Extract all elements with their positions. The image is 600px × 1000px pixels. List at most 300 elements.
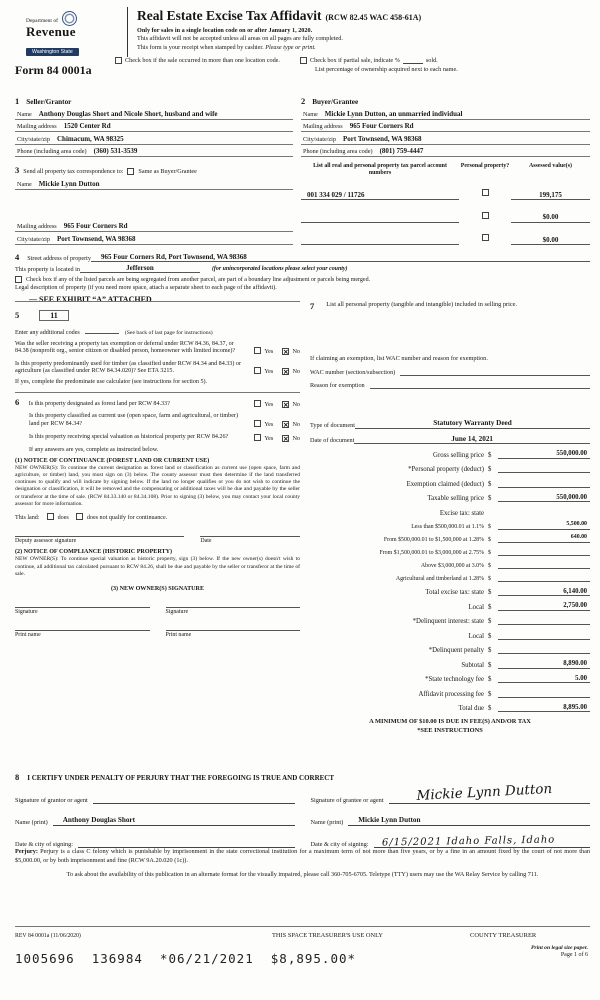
s5q2-answers <box>247 367 300 376</box>
city-label: City/state/zip <box>303 135 336 143</box>
dollar-sign: $ <box>488 632 492 640</box>
tax-line-agricultural <box>310 573 590 582</box>
buyer-grantee-block <box>301 95 590 157</box>
delinquent-interest-local-input[interactable] <box>498 631 590 640</box>
tax-line-label: From $500,000.01 to $1,500,000 at 1.28% <box>383 536 484 543</box>
dollar-sign: $ <box>488 549 491 556</box>
print-legal-note: Print on legal size paper. <box>530 945 588 951</box>
grantor-date-city-line[interactable] <box>78 838 294 848</box>
date-city-label: Date & city of signing: <box>15 841 74 848</box>
segregated-row <box>15 276 590 283</box>
revenue-wordmark: Revenue <box>26 24 76 39</box>
excise-blank <box>498 508 590 517</box>
dollar-sign: $ <box>488 536 491 543</box>
seller-mailing-row <box>15 120 293 133</box>
does-not-checkbox[interactable] <box>76 513 83 520</box>
tax-line-tier1 <box>310 521 590 530</box>
tax-line-label: Gross selling price <box>433 451 484 459</box>
footer-row <box>15 932 590 939</box>
yes-label: Yes <box>264 421 274 428</box>
wac-number-row <box>310 366 590 376</box>
tax-line-processing-fee <box>310 689 590 698</box>
section2-title: Buyer/Grantee <box>312 98 359 106</box>
tax-line-subtotal <box>310 660 590 669</box>
tax-line-label: Total due <box>458 705 484 712</box>
excise-tax-state-label: Excise tax: state <box>439 509 484 517</box>
assessed-value-input-1[interactable]: 199,175 <box>511 191 590 201</box>
no-label: No <box>292 348 300 356</box>
compliance-notice-title: (2) NOTICE OF COMPLIANCE (HISTORIC PROPERTY) <box>15 549 173 556</box>
located-in-row <box>15 264 590 273</box>
dollar-sign: $ <box>488 466 492 473</box>
tier4-tax-input[interactable] <box>498 560 590 569</box>
tier1-tax-input[interactable]: 5,500.00 <box>498 521 590 530</box>
deputy-date-line[interactable] <box>200 536 300 544</box>
seller-name-row <box>15 107 293 120</box>
parcel-table-header <box>301 163 590 178</box>
agricultural-tax-input[interactable] <box>498 573 590 582</box>
grantee-signature-row <box>310 780 591 804</box>
grantor-signature-label: Signature of grantor or agent <box>15 797 88 804</box>
s6q1-text: Is this property designated as forest land per RCW 84.33? <box>28 401 170 408</box>
correspondence-parcels-section <box>15 163 590 245</box>
no-label: No <box>292 400 300 408</box>
deputy-assessor-signature-line[interactable] <box>15 536 184 544</box>
tier3-tax-input[interactable] <box>498 547 590 556</box>
tax-line-label: Agricultural and timberland at 1.28% <box>395 575 484 582</box>
treasurer-receipt-stamp: 1005696 136984 *06/21/2021 $8,895.00* <box>15 951 357 966</box>
section7-number: 7 <box>310 301 315 311</box>
partial-sale-label: Check box if partial sale, indicate % <box>309 57 400 64</box>
tax-line-personal-deduct <box>310 465 590 474</box>
tax-line-label: Less than $500,000.01 at 1.1% <box>411 523 484 530</box>
buyer-mailing-input[interactable]: 965 Four Corners Rd <box>349 122 414 130</box>
new-owner-signature-title: (3) NEW OWNER(S) SIGNATURE <box>110 586 205 593</box>
section1-title: Seller/Grantor <box>26 98 72 106</box>
street-address-label: Street address of property <box>27 254 91 262</box>
tax-line-label: Subtotal <box>461 661 484 669</box>
personal-property-intro: List all personal property (tangible and intangible) included in selling price. <box>326 301 518 308</box>
grantee-date-city-handwriting: 6/15/2021 Idaho Falls, Idaho <box>381 834 555 849</box>
multi-location-checkbox[interactable] <box>115 57 122 64</box>
name-label: Name <box>17 180 32 188</box>
name-label: Name <box>303 110 318 118</box>
tier2-tax-input[interactable]: 640.00 <box>498 534 590 543</box>
header-note-2: This affidavit will not be accepted unless all areas on all pages are fully completed. <box>137 35 343 42</box>
dollar-sign: $ <box>488 523 491 530</box>
name-print-label: Name (print) <box>310 819 344 826</box>
yes-label: Yes <box>264 434 274 442</box>
no-label: No <box>292 368 300 376</box>
grantor-date-city-row <box>15 838 295 848</box>
grantee-signing-block <box>311 782 591 848</box>
s6q3-text: Is this property receiving special valuation as historical property per RCW 84.26? <box>29 433 229 440</box>
grantee-signature-handwriting: Mickie Lynn Dutton <box>415 780 553 804</box>
s6q1-no-checkbox[interactable]: × <box>282 400 289 409</box>
new-owner-signature-line-1[interactable] <box>15 607 150 615</box>
department-of-label: Department of <box>26 18 58 24</box>
ownership-percentage-note: List percentage of ownership acquired next to each name. <box>315 66 458 73</box>
new-owner-printname-line-1[interactable] <box>15 630 150 638</box>
header-divider <box>127 7 128 57</box>
continuance-notice-title: (1) NOTICE OF CONTINUANCE (FOREST LAND OR CURRENT USE) <box>15 457 210 464</box>
section8-number: 8 <box>15 772 20 782</box>
top-checkbox-area <box>115 57 458 78</box>
document-date-label: Date of document <box>310 437 355 444</box>
tax-line-label: From $1,500,000.01 to $3,000,000 at 2.75% <box>379 549 484 556</box>
seller-mailing-input[interactable]: 1520 Center Rd <box>63 122 111 130</box>
minimum-due-note: A MINIMUM OF $10.00 IS DUE IN FEE(S) AND/OR TAX <box>369 718 531 725</box>
technology-fee-input[interactable]: 5.00 <box>498 675 590 684</box>
footer-section <box>15 926 590 966</box>
print-name-label: Print name <box>165 632 192 639</box>
s6q1-yes-checkbox[interactable] <box>254 400 261 407</box>
dollar-sign: $ <box>488 603 492 611</box>
additional-codes-label: Enter any additional codes <box>15 330 80 336</box>
deputy-assessor-label: Deputy assessor signature <box>15 538 77 545</box>
new-owner-printname-line-2[interactable] <box>166 630 301 638</box>
street-address-row <box>15 252 590 262</box>
parcel-checkbox-cell <box>459 227 511 245</box>
property-location-section <box>15 249 590 304</box>
delinquent-penalty-input[interactable] <box>498 646 590 655</box>
street-address-input[interactable]: 965 Four Corners Rd, Port Townsend, WA 98368 <box>91 253 590 262</box>
assessed-value-column-header: Assessed value(s) <box>528 163 573 169</box>
s6q2-no-checkbox[interactable]: × <box>282 421 289 429</box>
correspondence-name-input[interactable]: Mickie Lynn Dutton <box>38 179 100 188</box>
header-note-3-italic: Please type or print. <box>265 43 316 51</box>
tax-line-local <box>310 602 590 611</box>
dollar-sign: $ <box>488 589 492 596</box>
s5q1-yes-checkbox[interactable] <box>254 347 261 354</box>
dollar-sign: $ <box>488 690 492 698</box>
footer-right-notes <box>531 945 588 958</box>
s5-question-2 <box>15 361 300 377</box>
seller-grantor-block <box>15 95 293 157</box>
parcel-number-column-header: List all real and personal property tax parcel account numbers <box>313 163 447 177</box>
signing-blocks <box>15 782 590 848</box>
form-number-row <box>15 57 590 78</box>
s5-question-1 <box>15 341 300 357</box>
buyer-phone-row <box>301 145 590 158</box>
land-label: This land: <box>15 515 40 522</box>
s5q2-no-checkbox[interactable]: × <box>282 368 289 377</box>
signature-label: Signature <box>165 609 189 616</box>
does-not-label: does not qualify for continuance. <box>86 515 168 522</box>
perjury-text: Perjury is a class C felony which is punishable by imprisonment in the state correctional institution for a maximum term of not more than five years, or by a fine in an amount fixed by the court of not more than $5,000.00, or by both imprisonment and fine (RCW 9A.20.020 (1c)). <box>15 848 591 864</box>
see-instructions-note: *SEE INSTRUCTIONS <box>417 727 483 734</box>
certify-header <box>15 772 590 782</box>
local-tax-input[interactable]: 2,750.00 <box>498 602 590 611</box>
perjury-section <box>15 848 590 879</box>
buyer-name-input[interactable]: Mickie Lynn Dutton, an unmarried individual <box>324 109 463 118</box>
section7-header <box>310 301 590 311</box>
buyer-city-input[interactable]: Port Townsend, WA 98368 <box>343 134 422 143</box>
parcel-table <box>301 163 590 245</box>
treasurer-use-only-label: THIS SPACE TREASURER'S USE ONLY <box>272 932 383 939</box>
seller-phone-input[interactable]: (360) 531-3539 <box>93 147 138 155</box>
parcel-row <box>301 182 590 200</box>
s6-if-yes-note: If any answers are yes, complete as instructed below. <box>29 446 159 453</box>
grantee-signature-label: Signature of grantee or agent <box>310 797 384 804</box>
county-treasurer-label: COUNTY TREASURER <box>470 932 537 939</box>
segregated-label: Check box if any of the listed parcels are being segregated from another parcel, are part of a boundary line adjustment or parcels being merged. <box>26 276 371 283</box>
grantee-name-print-input[interactable]: Mickie Lynn Dutton <box>348 816 590 826</box>
s6-question-1 <box>15 397 300 409</box>
assessed-value-input-2[interactable]: $0.00 <box>511 213 590 223</box>
s5q2-yes-checkbox[interactable] <box>254 367 261 374</box>
section-7-column <box>310 301 590 734</box>
correspondence-mailing-input[interactable]: 965 Four Corners Rd <box>63 222 128 230</box>
section2-header <box>301 95 590 107</box>
section3-number: 3 <box>15 165 20 175</box>
new-owner-signature-row <box>15 607 300 615</box>
parcel-number-input-3[interactable] <box>301 236 459 246</box>
no-label: No <box>292 421 300 428</box>
tax-line-delinquent-local <box>310 631 590 640</box>
grantee-name-row <box>311 816 591 826</box>
tax-line-tier4 <box>310 560 590 569</box>
tax-line-tech-fee <box>310 675 590 684</box>
does-checkbox[interactable] <box>47 513 54 520</box>
tax-line-label: *State technology fee <box>425 676 484 683</box>
name-label: Name <box>17 110 32 118</box>
grantor-name-print-input[interactable]: Anthony Douglas Short <box>53 816 295 826</box>
grantor-name-row <box>15 816 295 826</box>
tax-line-taxable <box>310 494 590 503</box>
personal-property-deduct-input[interactable] <box>498 465 590 474</box>
perjury-paragraph <box>15 848 590 866</box>
correspondence-city-row <box>15 232 293 245</box>
s6-question-2 <box>15 413 300 429</box>
tax-line-delinquent-penalty <box>310 646 590 655</box>
dollar-sign: $ <box>488 618 492 625</box>
print-name-label: Print name <box>15 632 41 639</box>
section6-number: 6 <box>15 397 20 408</box>
document-date-row <box>310 435 590 445</box>
tax-line-label: *Delinquent penalty <box>428 647 484 654</box>
perjury-label: Perjury: <box>15 848 38 855</box>
delinquent-interest-state-input[interactable] <box>498 617 590 626</box>
page-indicator: Page 1 of 6 <box>560 952 588 958</box>
s6q1-wrap <box>15 397 247 409</box>
dollar-sign: $ <box>488 647 492 654</box>
legal-description-label: Legal description of property (if you need more space, attach a separate sheet to each page of the affidavit). <box>15 285 277 291</box>
s6q3-yes-checkbox[interactable] <box>254 434 261 441</box>
section5-number: 5 <box>15 310 20 320</box>
section3-label: Send all property tax correspondence to: <box>23 168 124 175</box>
section1-header <box>15 95 293 107</box>
tax-line-label: Local <box>468 603 484 611</box>
tax-line-exemption-deduct <box>310 479 590 488</box>
total-due-input[interactable]: 8,895.00 <box>498 704 590 713</box>
gross-selling-price-input[interactable]: 550,000.00 <box>498 450 590 459</box>
document-type-label: Type of document <box>310 421 355 429</box>
dollar-sign: $ <box>488 705 492 712</box>
additional-codes-row <box>15 326 300 336</box>
tax-line-label: Affidavit processing fee <box>418 690 484 698</box>
buyer-phone-input[interactable]: (801) 759-4447 <box>379 147 424 155</box>
new-owner-signature-line-2[interactable] <box>166 607 301 615</box>
phone-label: Phone (including area code) <box>303 148 373 155</box>
parcel-number-input-2[interactable] <box>301 213 459 223</box>
header-note-3 <box>137 44 421 51</box>
personal-property-checkbox-1[interactable] <box>482 189 489 196</box>
s5q2-text: Is this property predominantly used for timber (as classified under RCW 84.34 and 84.33) or agriculture (as classified under RCW 84.34.020)? See ETA 3215. <box>15 360 241 375</box>
grantee-date-city-line[interactable] <box>374 834 590 849</box>
segregated-checkbox[interactable] <box>15 276 22 283</box>
exemption-claimed-input[interactable] <box>498 479 590 488</box>
tax-line-delinquent-interest <box>310 617 590 626</box>
additional-codes-input[interactable] <box>85 326 119 334</box>
section3-header <box>15 163 293 177</box>
exemption-reason-input[interactable] <box>370 380 590 390</box>
document-type-input[interactable]: Statutory Warranty Deed <box>355 419 590 429</box>
dollar-sign: $ <box>488 676 492 683</box>
seller-city-input[interactable]: Chimacum, WA 98325 <box>57 134 124 143</box>
section-5-6-column <box>15 301 300 734</box>
parties-section <box>15 95 590 157</box>
buyer-mailing-row <box>301 120 590 133</box>
document-date-input[interactable]: June 14, 2021 <box>354 435 590 445</box>
tax-line-tier2 <box>310 534 590 543</box>
does-label: does <box>57 515 69 522</box>
partial-sale-checkbox[interactable] <box>300 57 307 64</box>
s5q1-no-checkbox[interactable]: × <box>282 348 289 357</box>
grantor-signing-block <box>15 782 295 848</box>
title-area <box>137 7 421 51</box>
sold-label: sold. <box>425 57 438 64</box>
dollar-sign: $ <box>488 562 491 569</box>
personal-property-checkbox-3[interactable] <box>482 234 489 241</box>
mailing-label: Mailing address <box>303 123 343 130</box>
tax-line-label: Local <box>468 632 484 640</box>
grantee-date-city-row <box>310 834 591 849</box>
tax-line-label: *Delinquent interest: state <box>412 618 484 625</box>
exemption-reason-row <box>310 380 590 390</box>
parcel-row <box>301 205 590 223</box>
questions-tax-section <box>15 301 590 734</box>
s6q2-answers <box>247 420 300 429</box>
taxable-selling-price-input[interactable]: 550,000.00 <box>498 494 590 503</box>
s5q1-text: Was the seller receiving a property tax exemption or deferral under RCW 84.36, 84.37, or 84.38 (nonprofit org., senior citizen or disabled person, homeowner with limited income)? <box>15 340 236 355</box>
tax-line-label: Exemption claimed (deduct) <box>406 480 484 488</box>
alternate-format-note: To ask about the availability of this publication in an alternate format for the visually impaired, please call 360-705-6705. Teletype (TTY) users may use the WA Relay Service by calling 711. <box>66 870 539 878</box>
phone-label: Phone (including area code) <box>17 148 87 155</box>
s6q3-no-checkbox[interactable]: × <box>282 434 289 443</box>
correspondence-spacer <box>15 190 293 220</box>
location-code-input[interactable]: 11 <box>39 310 69 321</box>
buyer-city-row <box>301 132 590 145</box>
seller-phone-row <box>15 145 293 158</box>
certification-section <box>15 772 590 848</box>
tax-line-total-due <box>310 704 590 713</box>
dollar-sign: $ <box>488 480 492 488</box>
exemption-reason-label: Reason for exemption <box>310 382 365 389</box>
land-qualify-row <box>15 513 300 521</box>
section5-header <box>15 305 300 323</box>
deputy-signature-row <box>15 536 300 544</box>
top-checkbox-line <box>115 57 458 64</box>
s6q2-yes-checkbox[interactable] <box>254 420 261 427</box>
s6q1-answers <box>247 400 300 409</box>
assessed-value-input-3[interactable]: $0.00 <box>511 236 590 246</box>
county-note: (for unincorporated locations please select your county) <box>211 266 348 272</box>
section4-number: 4 <box>15 251 20 262</box>
yes-label: Yes <box>264 400 274 408</box>
tax-line-label: *Personal property (deduct) <box>408 466 484 473</box>
tax-line-label: Above $3,000,000 at 3.0% <box>420 562 484 569</box>
header-note-3-text: This form is your receipt when stamped by cashier. <box>137 43 264 51</box>
no-label: No <box>292 434 300 442</box>
personal-property-column-header: Personal property? <box>460 163 510 169</box>
correspondence-city-input[interactable]: Port Townsend, WA 98368 <box>57 234 136 243</box>
s6q3-answers <box>247 434 300 443</box>
percent-sold-input[interactable] <box>403 57 423 64</box>
dollar-sign: $ <box>488 575 491 582</box>
same-as-buyer-label: Same as Buyer/Grantee <box>138 168 197 175</box>
date-city-label: Date & city of signing: <box>310 841 369 848</box>
exhibit-a-text: — SEE EXHIBIT “A” ATTACHED <box>29 295 152 304</box>
section2-number: 2 <box>301 96 306 106</box>
subtotal-input[interactable]: 8,890.00 <box>498 660 590 669</box>
processing-fee-input[interactable] <box>498 689 590 698</box>
mailing-label: Mailing address <box>17 223 57 230</box>
parcel-row <box>301 227 590 245</box>
located-in-label: This property is located in <box>15 266 80 273</box>
rev-number: REV 84 0001a (11/06/2020) <box>15 933 81 939</box>
parcel-checkbox-cell <box>459 182 511 200</box>
grantee-signature-line[interactable] <box>389 780 590 804</box>
personal-property-blank-area[interactable] <box>310 311 590 355</box>
s6q2-text: Is this property classified as current use (open space, farm and agricultural, or timber) land per RCW 84.34? <box>29 413 238 428</box>
same-as-buyer-checkbox[interactable] <box>127 168 134 175</box>
seller-city-row <box>15 132 293 145</box>
dollar-sign: $ <box>488 451 492 459</box>
section7-spacer <box>310 389 590 413</box>
new-owner-printname-row <box>15 630 300 638</box>
compliance-notice-text: NEW OWNER(S): To continue special valuation as historic property, sign (3) below. If the new owner(s) doesn't wish to continue, all additional tax calculated pursuant to RCW 84.26, shall be due and payable by the seller or transferor at the time of sale. <box>15 556 300 577</box>
s6-question-3 <box>15 434 300 443</box>
tax-line-gross <box>310 450 590 459</box>
city-label: City/state/zip <box>17 135 50 143</box>
parcel-number-input-1[interactable]: 001 334 029 / 11726 <box>301 191 459 201</box>
section1-number: 1 <box>15 96 20 106</box>
tax-line-label: Total excise tax: state <box>425 589 484 596</box>
tax-line-tier3 <box>310 547 590 556</box>
tax-line-excise-state-header <box>310 508 590 517</box>
total-excise-state-input[interactable]: 6,140.00 <box>498 588 590 597</box>
date-label: Date <box>200 538 212 545</box>
grantor-signature-line[interactable] <box>93 794 295 804</box>
wac-number-input[interactable] <box>400 366 590 376</box>
multi-location-label: Check box if the sale occurred in more than one location code. <box>125 57 280 64</box>
dollar-sign: $ <box>488 495 492 502</box>
mailing-label: Mailing address <box>17 123 57 130</box>
parcel-checkbox-cell <box>459 205 511 223</box>
header-note-1: Only for sales in a single location code on or after January 1, 2020. <box>137 26 313 34</box>
legal-description-row <box>15 285 590 291</box>
tax-correspondence-block <box>15 163 293 245</box>
personal-property-checkbox-2[interactable] <box>482 212 489 219</box>
seller-name-input[interactable]: Anthony Douglas Short and Nicole Short, husband and wife <box>38 109 218 118</box>
correspondence-name-row <box>15 177 293 190</box>
buyer-name-row <box>301 107 590 120</box>
grantor-signature-row <box>15 794 295 804</box>
county-input[interactable]: Jefferson <box>80 264 200 273</box>
dollar-sign: $ <box>488 661 492 669</box>
form-number: Form 84 0001a <box>15 63 92 77</box>
